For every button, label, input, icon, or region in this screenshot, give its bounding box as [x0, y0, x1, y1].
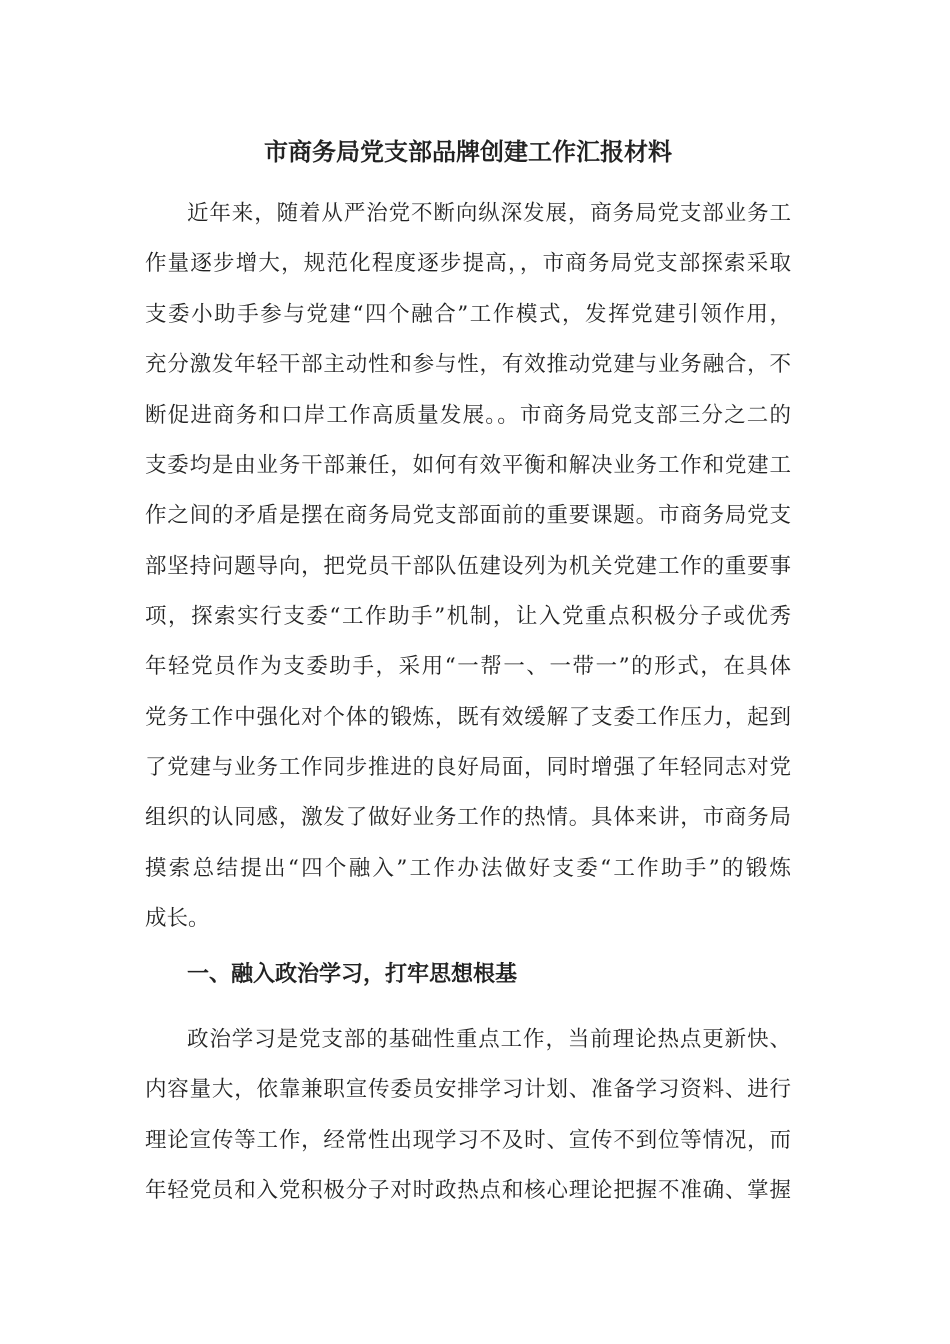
paragraph-line: 部坚持问题导向，把党员干部队伍建设列为机关党建工作的重要事 — [145, 554, 791, 579]
paragraph-line: 组织的认同感，激发了做好业务工作的热情。具体来讲，市商务局 — [145, 805, 791, 830]
paragraph-line: 年轻党员和入党积极分子对时政热点和核心理论把握不准确、掌握 — [145, 1178, 791, 1203]
paragraph-line: 作之间的矛盾是摆在商务局党支部面前的重要课题。市商务局党支 — [145, 503, 791, 528]
section-heading: 一、融入政治学习，打牢思想根基 — [187, 961, 518, 987]
paragraph-line: 充分激发年轻干部主动性和参与性，有效推动党建与业务融合，不 — [145, 352, 791, 377]
paragraph-line: 项，探索实行支委“工作助手”机制，让入党重点积极分子或优秀 — [145, 604, 791, 629]
paragraph-line: 成长。 — [145, 906, 210, 931]
paragraph-line: 年轻党员作为支委助手，采用“一帮一、一带一”的形式，在具体 — [145, 654, 791, 679]
paragraph-line: 断促进商务和口岸工作高质量发展。。市商务局党支部三分之二的 — [145, 403, 791, 428]
paragraph-line: 了党建与业务工作同步推进的良好局面，同时增强了年轻同志对党 — [145, 755, 791, 780]
paragraph-line: 支委小助手参与党建“四个融合”工作模式，发挥党建引领作用， — [145, 302, 791, 327]
paragraph-line: 支委均是由业务干部兼任，如何有效平衡和解决业务工作和党建工 — [145, 453, 791, 478]
paragraph-line: 政治学习是党支部的基础性重点工作，当前理论热点更新快、 — [187, 1027, 791, 1052]
paragraph-line: 理论宣传等工作，经常性出现学习不及时、宣传不到位等情况，而 — [145, 1128, 791, 1153]
paragraph-line: 近年来，随着从严治党不断向纵深发展，商务局党支部业务工 — [187, 201, 791, 226]
document-title: 市商务局党支部品牌创建工作汇报材料 — [264, 137, 672, 166]
paragraph-line: 摸索总结提出“四个融入”工作办法做好支委“工作助手”的锻炼 — [145, 856, 791, 881]
paragraph-line: 党务工作中强化对个体的锻炼，既有效缓解了支委工作压力，起到 — [145, 705, 791, 730]
paragraph-line: 作量逐步增大，规范化程度逐步提高，，市商务局党支部探索采取 — [145, 251, 791, 276]
paragraph-line: 内容量大，依靠兼职宣传委员安排学习计划、准备学习资料、进行 — [145, 1077, 791, 1102]
